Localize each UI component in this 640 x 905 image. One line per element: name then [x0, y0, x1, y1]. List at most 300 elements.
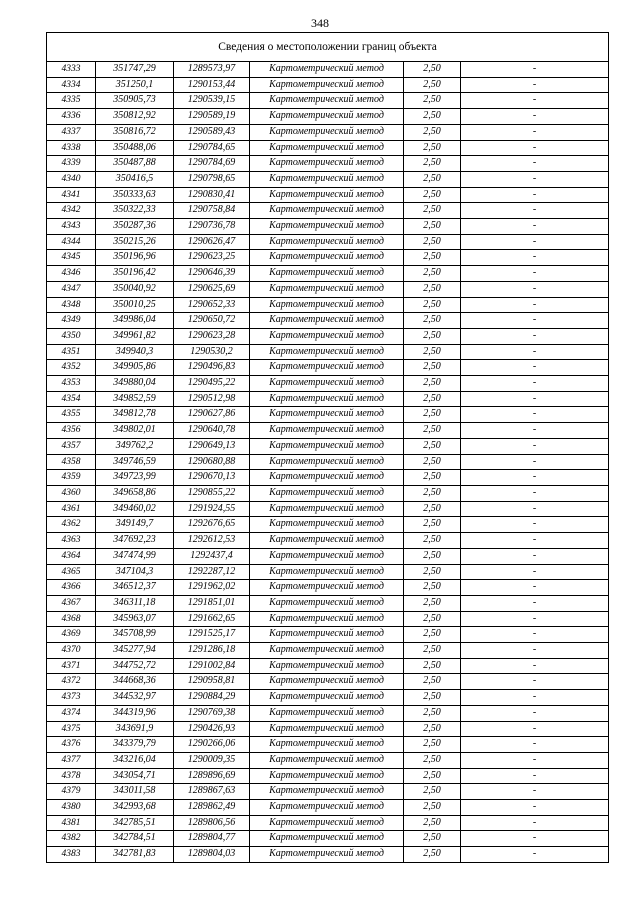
table-row [47, 517, 609, 533]
table-row [47, 297, 609, 313]
table-row [47, 234, 609, 250]
point-number: 4358 [47, 454, 96, 470]
point-description: - [461, 533, 609, 549]
coordinate-x: 344668,36 [96, 674, 174, 690]
determination-method: Картометрический метод [250, 344, 404, 360]
point-number: 4354 [47, 391, 96, 407]
coordinate-x: 346512,37 [96, 580, 174, 596]
coordinate-y: 1290784,69 [174, 156, 250, 172]
point-description: - [461, 784, 609, 800]
table-row [47, 564, 609, 580]
accuracy-value: 2,50 [404, 470, 461, 486]
coordinate-x: 349986,04 [96, 313, 174, 329]
coordinate-y: 1290758,84 [174, 203, 250, 219]
accuracy-value: 2,50 [404, 658, 461, 674]
coordinate-x: 349905,86 [96, 360, 174, 376]
accuracy-value: 2,50 [404, 595, 461, 611]
accuracy-value: 2,50 [404, 454, 461, 470]
accuracy-value: 2,50 [404, 705, 461, 721]
coordinate-x: 342784,51 [96, 831, 174, 847]
accuracy-value: 2,50 [404, 752, 461, 768]
table-row [47, 360, 609, 376]
point-description: - [461, 658, 609, 674]
point-number: 4374 [47, 705, 96, 721]
accuracy-value: 2,50 [404, 784, 461, 800]
table-row [47, 501, 609, 517]
determination-method: Картометрический метод [250, 627, 404, 643]
determination-method: Картометрический метод [250, 564, 404, 580]
point-number: 4338 [47, 140, 96, 156]
point-description: - [461, 187, 609, 203]
coordinate-x: 349852,59 [96, 391, 174, 407]
coordinate-y: 1289804,77 [174, 831, 250, 847]
coordinate-y: 1290512,98 [174, 391, 250, 407]
point-description: - [461, 328, 609, 344]
point-description: - [461, 140, 609, 156]
coordinate-y: 1290589,19 [174, 109, 250, 125]
determination-method: Картометрический метод [250, 281, 404, 297]
point-number: 4371 [47, 658, 96, 674]
table-row [47, 203, 609, 219]
coordinate-x: 350488,06 [96, 140, 174, 156]
point-number: 4349 [47, 313, 96, 329]
coordinate-y: 1290640,78 [174, 423, 250, 439]
table-row [47, 344, 609, 360]
coordinate-y: 1290649,13 [174, 438, 250, 454]
determination-method: Картометрический метод [250, 548, 404, 564]
coordinate-x: 349746,59 [96, 454, 174, 470]
determination-method: Картометрический метод [250, 313, 404, 329]
determination-method: Картометрический метод [250, 328, 404, 344]
coordinate-y: 1289896,69 [174, 768, 250, 784]
table-row [47, 658, 609, 674]
table-row [47, 156, 609, 172]
point-description: - [461, 77, 609, 93]
point-description: - [461, 62, 609, 78]
accuracy-value: 2,50 [404, 77, 461, 93]
coordinate-x: 343216,04 [96, 752, 174, 768]
point-number: 4346 [47, 266, 96, 282]
determination-method: Картометрический метод [250, 768, 404, 784]
coordinate-x: 345708,99 [96, 627, 174, 643]
point-number: 4344 [47, 234, 96, 250]
coordinate-x: 347474,99 [96, 548, 174, 564]
table-row [47, 643, 609, 659]
coordinate-y: 1290623,25 [174, 250, 250, 266]
coordinate-x: 349762,2 [96, 438, 174, 454]
coordinate-y: 1290652,33 [174, 297, 250, 313]
point-description: - [461, 109, 609, 125]
point-description: - [461, 407, 609, 423]
coordinate-x: 345277,94 [96, 643, 174, 659]
point-description: - [461, 595, 609, 611]
accuracy-value: 2,50 [404, 266, 461, 282]
coordinate-y: 1291662,65 [174, 611, 250, 627]
point-number: 4365 [47, 564, 96, 580]
accuracy-value: 2,50 [404, 234, 461, 250]
accuracy-value: 2,50 [404, 297, 461, 313]
coordinate-y: 1290495,22 [174, 376, 250, 392]
accuracy-value: 2,50 [404, 344, 461, 360]
accuracy-value: 2,50 [404, 533, 461, 549]
accuracy-value: 2,50 [404, 313, 461, 329]
table-row [47, 171, 609, 187]
determination-method: Картометрический метод [250, 297, 404, 313]
coordinate-y: 1290589,43 [174, 124, 250, 140]
point-description: - [461, 485, 609, 501]
table-row [47, 109, 609, 125]
coordinate-y: 1290830,41 [174, 187, 250, 203]
point-number: 4351 [47, 344, 96, 360]
table-row [47, 752, 609, 768]
point-number: 4348 [47, 297, 96, 313]
coordinate-y: 1290736,78 [174, 219, 250, 235]
table-row [47, 124, 609, 140]
coordinate-x: 349460,02 [96, 501, 174, 517]
point-number: 4352 [47, 360, 96, 376]
point-description: - [461, 705, 609, 721]
determination-method: Картометрический метод [250, 705, 404, 721]
coordinate-y: 1292437,4 [174, 548, 250, 564]
point-number: 4360 [47, 485, 96, 501]
accuracy-value: 2,50 [404, 611, 461, 627]
table-row [47, 580, 609, 596]
coordinate-y: 1291962,02 [174, 580, 250, 596]
point-description: - [461, 737, 609, 753]
point-number: 4337 [47, 124, 96, 140]
table-row [47, 737, 609, 753]
accuracy-value: 2,50 [404, 627, 461, 643]
table-row [47, 831, 609, 847]
point-description: - [461, 124, 609, 140]
coordinate-x: 350416,5 [96, 171, 174, 187]
accuracy-value: 2,50 [404, 62, 461, 78]
point-description: - [461, 768, 609, 784]
coordinate-y: 1290627,86 [174, 407, 250, 423]
table-row [47, 93, 609, 109]
accuracy-value: 2,50 [404, 768, 461, 784]
accuracy-value: 2,50 [404, 643, 461, 659]
point-number: 4356 [47, 423, 96, 439]
accuracy-value: 2,50 [404, 109, 461, 125]
accuracy-value: 2,50 [404, 485, 461, 501]
determination-method: Картометрический метод [250, 674, 404, 690]
accuracy-value: 2,50 [404, 124, 461, 140]
point-number: 4364 [47, 548, 96, 564]
determination-method: Картометрический метод [250, 266, 404, 282]
coordinate-y: 1290009,35 [174, 752, 250, 768]
coordinate-x: 344319,96 [96, 705, 174, 721]
coordinate-x: 350905,73 [96, 93, 174, 109]
table-row [47, 721, 609, 737]
coordinate-x: 350010,25 [96, 297, 174, 313]
coordinate-y: 1290884,29 [174, 690, 250, 706]
coordinate-y: 1290539,15 [174, 93, 250, 109]
accuracy-value: 2,50 [404, 564, 461, 580]
coordinate-x: 343054,71 [96, 768, 174, 784]
coordinate-y: 1290625,69 [174, 281, 250, 297]
table-row [47, 376, 609, 392]
accuracy-value: 2,50 [404, 391, 461, 407]
accuracy-value: 2,50 [404, 580, 461, 596]
point-description: - [461, 721, 609, 737]
table-row [47, 250, 609, 266]
coordinate-x: 349802,01 [96, 423, 174, 439]
determination-method: Картометрический метод [250, 611, 404, 627]
point-description: - [461, 203, 609, 219]
determination-method: Картометрический метод [250, 187, 404, 203]
table-row [47, 768, 609, 784]
accuracy-value: 2,50 [404, 831, 461, 847]
coordinate-y: 1290153,44 [174, 77, 250, 93]
coordinate-y: 1289862,49 [174, 800, 250, 816]
determination-method: Картометрический метод [250, 690, 404, 706]
point-number: 4363 [47, 533, 96, 549]
determination-method: Картометрический метод [250, 376, 404, 392]
coordinate-x: 342781,83 [96, 847, 174, 863]
determination-method: Картометрический метод [250, 643, 404, 659]
point-number: 4340 [47, 171, 96, 187]
accuracy-value: 2,50 [404, 721, 461, 737]
coordinate-x: 347692,23 [96, 533, 174, 549]
point-number: 4373 [47, 690, 96, 706]
determination-method: Картометрический метод [250, 203, 404, 219]
accuracy-value: 2,50 [404, 690, 461, 706]
coordinate-y: 1289804,03 [174, 847, 250, 863]
point-number: 4366 [47, 580, 96, 596]
point-number: 4367 [47, 595, 96, 611]
determination-method: Картометрический метод [250, 815, 404, 831]
table-row [47, 533, 609, 549]
determination-method: Картометрический метод [250, 831, 404, 847]
coordinate-y: 1290670,13 [174, 470, 250, 486]
accuracy-value: 2,50 [404, 501, 461, 517]
point-description: - [461, 470, 609, 486]
point-description: - [461, 815, 609, 831]
boundary-coordinates-table [46, 32, 609, 863]
determination-method: Картометрический метод [250, 580, 404, 596]
table-body [47, 62, 609, 863]
coordinate-y: 1290798,65 [174, 171, 250, 187]
coordinate-y: 1292676,65 [174, 517, 250, 533]
coordinate-x: 350487,88 [96, 156, 174, 172]
coordinate-x: 351250,1 [96, 77, 174, 93]
determination-method: Картометрический метод [250, 800, 404, 816]
coordinate-y: 1291525,17 [174, 627, 250, 643]
table-row [47, 62, 609, 78]
point-number: 4361 [47, 501, 96, 517]
accuracy-value: 2,50 [404, 328, 461, 344]
coordinate-x: 349940,3 [96, 344, 174, 360]
point-number: 4343 [47, 219, 96, 235]
point-number: 4368 [47, 611, 96, 627]
accuracy-value: 2,50 [404, 219, 461, 235]
determination-method: Картометрический метод [250, 595, 404, 611]
point-number: 4369 [47, 627, 96, 643]
coordinate-x: 350196,96 [96, 250, 174, 266]
point-number: 4359 [47, 470, 96, 486]
accuracy-value: 2,50 [404, 171, 461, 187]
point-description: - [461, 344, 609, 360]
determination-method: Картометрический метод [250, 156, 404, 172]
point-description: - [461, 438, 609, 454]
determination-method: Картометрический метод [250, 77, 404, 93]
coordinate-y: 1290650,72 [174, 313, 250, 329]
table-title: Сведения о местоположении границ объекта [47, 33, 609, 62]
coordinate-y: 1290530,2 [174, 344, 250, 360]
table-row [47, 438, 609, 454]
table-row [47, 391, 609, 407]
point-description: - [461, 627, 609, 643]
determination-method: Картометрический метод [250, 423, 404, 439]
point-description: - [461, 611, 609, 627]
table-row [47, 690, 609, 706]
coordinate-y: 1290626,47 [174, 234, 250, 250]
coordinate-x: 342785,51 [96, 815, 174, 831]
table-row [47, 595, 609, 611]
table-row [47, 548, 609, 564]
point-number: 4334 [47, 77, 96, 93]
determination-method: Картометрический метод [250, 533, 404, 549]
coordinate-x: 347104,3 [96, 564, 174, 580]
coordinate-y: 1290680,88 [174, 454, 250, 470]
coordinate-y: 1290958,81 [174, 674, 250, 690]
accuracy-value: 2,50 [404, 847, 461, 863]
coordinate-y: 1292612,53 [174, 533, 250, 549]
coordinate-y: 1290646,39 [174, 266, 250, 282]
accuracy-value: 2,50 [404, 517, 461, 533]
point-number: 4381 [47, 815, 96, 831]
coordinate-y: 1290855,22 [174, 485, 250, 501]
coordinate-x: 342993,68 [96, 800, 174, 816]
coordinate-y: 1289867,63 [174, 784, 250, 800]
table-row [47, 470, 609, 486]
accuracy-value: 2,50 [404, 423, 461, 439]
coordinate-x: 349961,82 [96, 328, 174, 344]
table-row [47, 423, 609, 439]
coordinate-x: 350816,72 [96, 124, 174, 140]
point-description: - [461, 281, 609, 297]
determination-method: Картометрический метод [250, 62, 404, 78]
table-row [47, 328, 609, 344]
coordinate-x: 350040,92 [96, 281, 174, 297]
determination-method: Картометрический метод [250, 752, 404, 768]
point-description: - [461, 313, 609, 329]
coordinate-x: 349812,78 [96, 407, 174, 423]
determination-method: Картометрический метод [250, 470, 404, 486]
point-description: - [461, 674, 609, 690]
accuracy-value: 2,50 [404, 438, 461, 454]
coordinate-x: 344532,97 [96, 690, 174, 706]
determination-method: Картометрический метод [250, 360, 404, 376]
accuracy-value: 2,50 [404, 800, 461, 816]
accuracy-value: 2,50 [404, 93, 461, 109]
accuracy-value: 2,50 [404, 407, 461, 423]
table-row [47, 187, 609, 203]
determination-method: Картометрический метод [250, 438, 404, 454]
determination-method: Картометрический метод [250, 234, 404, 250]
determination-method: Картометрический метод [250, 124, 404, 140]
accuracy-value: 2,50 [404, 250, 461, 266]
point-number: 4383 [47, 847, 96, 863]
point-number: 4370 [47, 643, 96, 659]
coordinate-x: 350333,63 [96, 187, 174, 203]
accuracy-value: 2,50 [404, 376, 461, 392]
coordinate-y: 1290784,65 [174, 140, 250, 156]
table-row [47, 784, 609, 800]
table-row [47, 627, 609, 643]
point-number: 4339 [47, 156, 96, 172]
determination-method: Картометрический метод [250, 517, 404, 533]
point-number: 4372 [47, 674, 96, 690]
table-row [47, 313, 609, 329]
table-row [47, 674, 609, 690]
point-description: - [461, 266, 609, 282]
accuracy-value: 2,50 [404, 674, 461, 690]
determination-method: Картометрический метод [250, 658, 404, 674]
coordinate-x: 349880,04 [96, 376, 174, 392]
coordinate-y: 1290623,28 [174, 328, 250, 344]
point-description: - [461, 517, 609, 533]
coordinate-y: 1292287,12 [174, 564, 250, 580]
table-row [47, 454, 609, 470]
determination-method: Картометрический метод [250, 737, 404, 753]
coordinate-x: 349149,7 [96, 517, 174, 533]
point-description: - [461, 423, 609, 439]
point-number: 4362 [47, 517, 96, 533]
determination-method: Картометрический метод [250, 391, 404, 407]
table-row [47, 815, 609, 831]
point-description: - [461, 376, 609, 392]
coordinate-y: 1291002,84 [174, 658, 250, 674]
determination-method: Картометрический метод [250, 219, 404, 235]
point-description: - [461, 800, 609, 816]
table-row [47, 140, 609, 156]
point-number: 4357 [47, 438, 96, 454]
table-row [47, 77, 609, 93]
point-description: - [461, 580, 609, 596]
coordinate-y: 1291286,18 [174, 643, 250, 659]
coordinate-x: 345963,07 [96, 611, 174, 627]
point-description: - [461, 391, 609, 407]
coordinate-x: 343379,79 [96, 737, 174, 753]
table-row [47, 800, 609, 816]
point-description: - [461, 831, 609, 847]
determination-method: Картометрический метод [250, 407, 404, 423]
point-number: 4382 [47, 831, 96, 847]
coordinate-y: 1290496,83 [174, 360, 250, 376]
point-description: - [461, 297, 609, 313]
determination-method: Картометрический метод [250, 171, 404, 187]
determination-method: Картометрический метод [250, 109, 404, 125]
accuracy-value: 2,50 [404, 737, 461, 753]
coordinate-y: 1290266,06 [174, 737, 250, 753]
point-number: 4333 [47, 62, 96, 78]
point-description: - [461, 250, 609, 266]
coordinate-y: 1289573,97 [174, 62, 250, 78]
point-number: 4350 [47, 328, 96, 344]
accuracy-value: 2,50 [404, 360, 461, 376]
point-description: - [461, 93, 609, 109]
coordinate-x: 350196,42 [96, 266, 174, 282]
coordinate-x: 349658,86 [96, 485, 174, 501]
table-row [47, 485, 609, 501]
determination-method: Картометрический метод [250, 454, 404, 470]
point-number: 4335 [47, 93, 96, 109]
point-description: - [461, 234, 609, 250]
coordinate-x: 350287,36 [96, 219, 174, 235]
determination-method: Картометрический метод [250, 250, 404, 266]
